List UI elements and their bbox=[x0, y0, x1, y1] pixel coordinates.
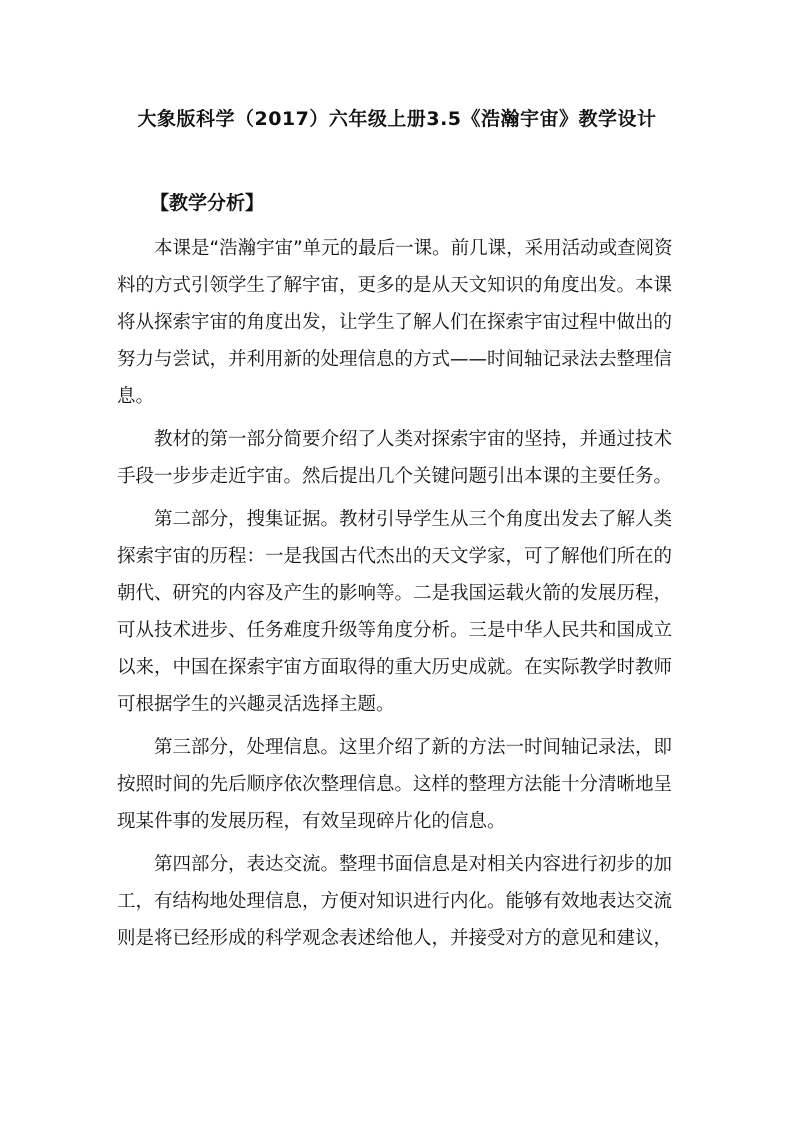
document-title: 大象版科学（2017）六年级上册3.5《浩瀚宇宙》教学设计 bbox=[137, 108, 657, 130]
paragraph-3: 第二部分，搜集证据。教材引导学生从三个角度出发去了解人类探索宇宙的历程：一是我国古代杰出的天文学家，可了解他们所在的朝代、研究的内容及产生的影响等。二是我国运载火箭的发展历程，可从技术进步、任务难度升级等角度分析。三是中华人民共和国成立以来，中国在探索宇宙方面取得的重大历史成就。在实际教学时教师可根据学生的兴趣灵活选择主题。 bbox=[117, 509, 673, 715]
paragraph-5: 第四部分，表达交流。整理书面信息是对相关内容进行初步的加工，有结构地处理信息，方便对知识进行内化。能够有效地表达交流则是将已经形成的科学观念表述给他人，并接受对方的意见和建议， bbox=[117, 854, 673, 949]
body-text bbox=[117, 230, 687, 963]
paragraph-4: 第三部分，处理信息。这里介绍了新的方法一时间轴记录法，即按照时间的先后顺序依次整理信息。这样的整理方法能十分清晰地呈现某件事的发展历程，有效呈现碎片化的信息。 bbox=[117, 737, 673, 832]
paragraph-2: 教材的第一部分简要介绍了人类对探索宇宙的坚持，并通过技术手段一步步走近宇宙。然后提出几个关键问题引出本课的主要任务。 bbox=[117, 429, 673, 487]
section-heading-teaching-analysis: 【教学分析】 bbox=[150, 192, 265, 214]
paragraph-1: 本课是“浩瀚宇宙”单元的最后一课。前几课，采用活动或查阅资料的方式引领学生了解宇宙，更多的是从天文知识的角度出发。本课将从探索宇宙的角度出发，让学生了解人们在探索宇宙过程中做出的努力与尝试，并利用新的处理信息的方式——时间轴记录法去整理信息。 bbox=[117, 238, 673, 407]
